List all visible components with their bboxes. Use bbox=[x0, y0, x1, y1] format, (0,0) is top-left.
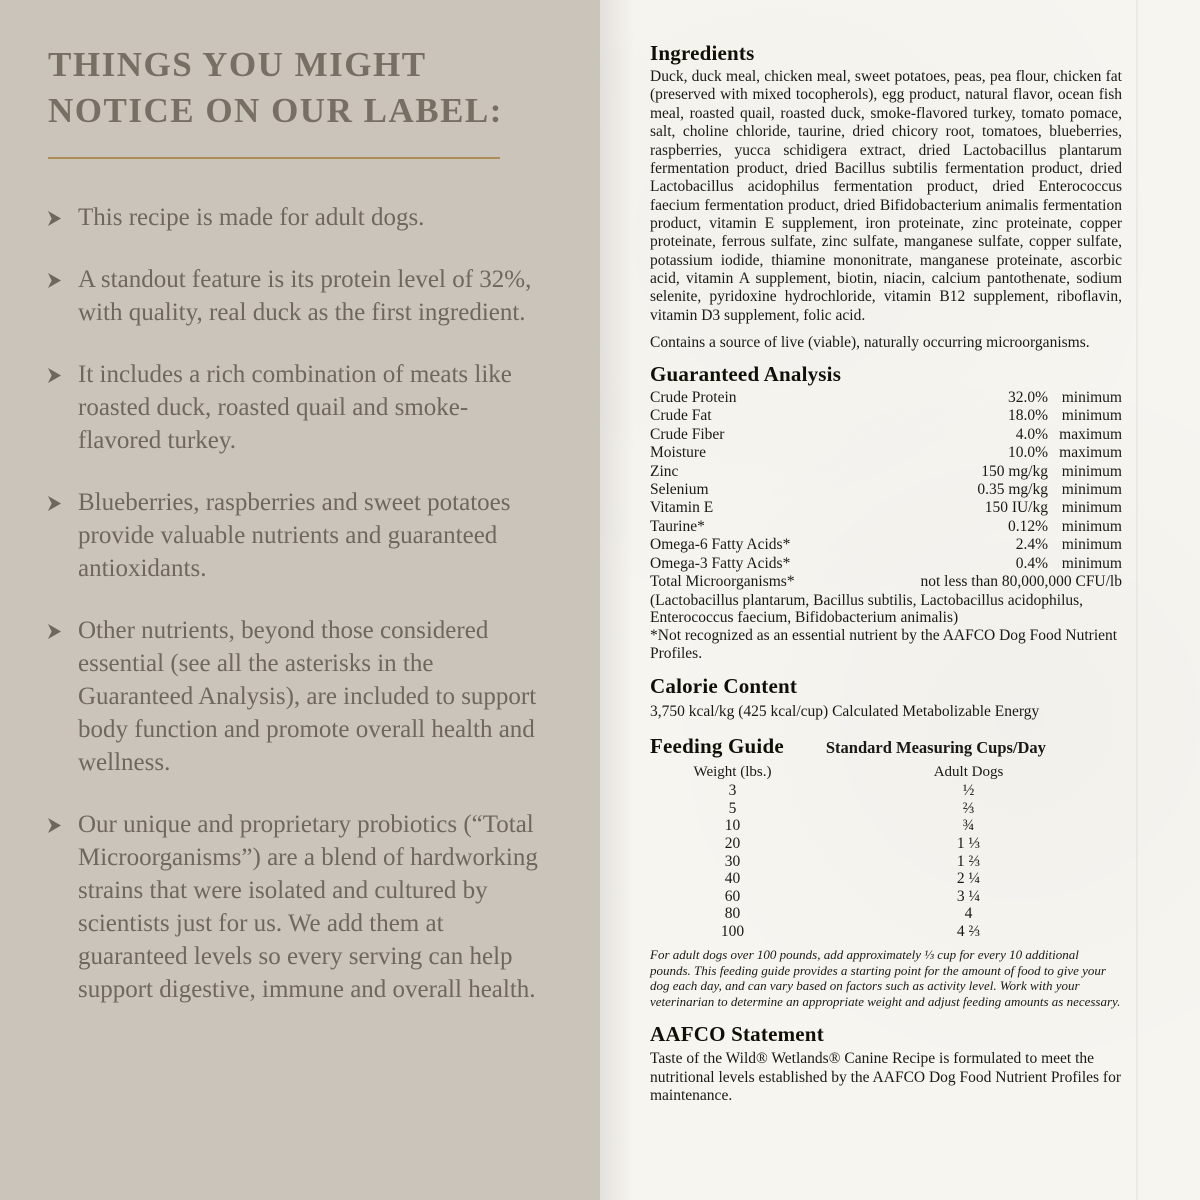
bullet-text: It includes a rich combination of meats like roasted duck, roasted quail and smoke-flavored turkey. bbox=[78, 361, 512, 454]
ga-nutrient: Taurine* bbox=[650, 517, 705, 535]
feeding-guide-heading: Feeding Guide bbox=[650, 734, 784, 759]
fg-cups: ⅔ bbox=[962, 799, 975, 817]
right-panel bbox=[600, 0, 1200, 1200]
table-row bbox=[650, 870, 1122, 888]
fg-cups: ¾ bbox=[962, 817, 975, 835]
ga-qualifier: minimum bbox=[1061, 462, 1122, 480]
table-row bbox=[650, 536, 1122, 554]
table-row bbox=[650, 923, 1122, 941]
ga-value: 150 mg/kg bbox=[981, 462, 1048, 480]
feeding-guide-footnote: For adult dogs over 100 pounds, add approximately ⅓ cup for every 10 additional pounds. This feeding guide provides a starting point for the amount of food to give your dog each day, and can vary based on factors such as activity level. Work with your veterinarian to determine an appropriate weight and adjust feeding amounts as necessary. bbox=[650, 946, 1121, 1010]
fg-weight: 80 bbox=[724, 905, 741, 923]
fg-col-header-cups: Adult Dogs bbox=[933, 764, 1004, 781]
fg-cups: 2 ¼ bbox=[956, 870, 981, 888]
arrow-bullet-icon bbox=[48, 368, 61, 383]
ga-value: 0.35 mg/kg bbox=[977, 481, 1048, 499]
ga-total-row bbox=[650, 573, 1122, 591]
table-row bbox=[650, 407, 1122, 425]
table-row bbox=[650, 905, 1122, 923]
ga-qualifier: minimum bbox=[1061, 536, 1122, 554]
ga-nutrient: Crude Fat bbox=[650, 407, 712, 425]
calorie-content-heading: Calorie Content bbox=[650, 673, 798, 698]
table-row bbox=[650, 888, 1122, 906]
fg-weight: 60 bbox=[724, 887, 741, 905]
ingredients-heading: Ingredients bbox=[650, 41, 755, 65]
calorie-content-text: 3,750 kcal/kg (425 kcal/cup) Calculated Metabolizable Energy bbox=[650, 702, 1040, 720]
fg-cups: ½ bbox=[962, 782, 975, 800]
fg-weight: 40 bbox=[724, 870, 741, 888]
ga-value: 0.4% bbox=[1015, 554, 1048, 572]
arrow-bullet-icon bbox=[48, 818, 61, 833]
ga-value: 4.0% bbox=[1015, 425, 1048, 443]
ga-qualifier: minimum bbox=[1061, 389, 1122, 407]
ga-qualifier: maximum bbox=[1059, 444, 1122, 462]
guaranteed-analysis-section bbox=[650, 363, 1122, 663]
feeding-guide-header-row bbox=[650, 735, 1122, 758]
table-row bbox=[650, 835, 1122, 853]
aafco-statement-text: Taste of the Wild® Wetlands® Canine Recipe is formulated to meet the nutritional levels established by the AAFCO Dog Food Nutrient Profiles for maintenance. bbox=[650, 1050, 1121, 1105]
bullet-text: This recipe is made for adult dogs. bbox=[78, 204, 425, 231]
table-row bbox=[650, 444, 1122, 462]
feeding-guide-subheading: Standard Measuring Cups/Day bbox=[825, 738, 1046, 758]
table-row bbox=[650, 800, 1122, 818]
page-title: THINGS YOU MIGHT NOTICE ON OUR LABEL: bbox=[48, 45, 503, 130]
ga-nutrient: Omega-6 Fatty Acids* bbox=[650, 536, 791, 554]
ga-value: 18.0% bbox=[1007, 407, 1048, 425]
ga-value: 0.12% bbox=[1007, 517, 1048, 535]
ga-value: 2.4% bbox=[1015, 536, 1048, 554]
fg-weight: 5 bbox=[728, 799, 737, 817]
bullet-item bbox=[48, 486, 548, 585]
table-row bbox=[650, 426, 1122, 444]
bullet-list bbox=[48, 201, 548, 1006]
bullet-text: Other nutrients, beyond those considered essential (see all the asterisks in the Guaranteed Analysis), are included to support body function and promote overall health and wellness. bbox=[78, 617, 537, 776]
guaranteed-analysis-heading: Guaranteed Analysis bbox=[650, 361, 842, 386]
bullet-text: Blueberries, raspberries and sweet potatoes provide valuable nutrients and guaranteed antioxidants. bbox=[78, 489, 511, 582]
arrow-bullet-icon bbox=[48, 496, 61, 511]
fg-col-header-weight: Weight (lbs.) bbox=[693, 764, 772, 781]
ga-nutrient: Vitamin E bbox=[650, 499, 714, 517]
table-row bbox=[650, 853, 1122, 871]
table-row bbox=[650, 463, 1122, 481]
table-row bbox=[650, 817, 1122, 835]
bullet-item bbox=[48, 614, 548, 779]
fg-weight: 20 bbox=[724, 835, 741, 853]
calorie-content-section bbox=[650, 675, 1122, 721]
ingredients-section bbox=[650, 42, 1122, 352]
table-row bbox=[650, 389, 1122, 407]
ga-strains-list: (Lactobacillus plantarum, Bacillus subtilis, Lactobacillus acidophilus, Enterococcus faecium, Bifidobacterium animalis) bbox=[650, 591, 1084, 627]
fg-weight: 3 bbox=[728, 782, 737, 800]
ga-nutrient: Total Microorganisms* bbox=[650, 573, 795, 591]
bullet-text: Our unique and proprietary probiotics (“Total Microorganisms”) are a blend of hardworking strains that were isolated and cultured by scientists just for us. We add them at guaranteed levels so every serving can help support digestive, immune and overall health. bbox=[78, 811, 538, 1003]
table-row bbox=[650, 782, 1122, 800]
fg-cups: 1 ⅔ bbox=[956, 852, 981, 870]
fg-weight: 10 bbox=[724, 817, 741, 835]
ga-value: 32.0% bbox=[1007, 389, 1048, 407]
fg-weight: 30 bbox=[724, 852, 741, 870]
ingredients-text: Duck, duck meal, chicken meal, sweet potatoes, peas, pea flour, chicken fat (preserved with mixed tocopherols), egg product, natural flavor, ocean fish meal, roasted quail, roasted duck, smoke-flavored turkey, tomato pomace, salt, choline chloride, taurine, dried chicory root, tomatoes, blueberries, raspberries, yucca schidigera extract, dried Lactobacillus plantarum fermentation product, dried Bacillus subtilis fermentation product, dried Lactobacillus acidophilus fermentation product, dried Enterococcus faecium fermentation product, dried Bifidobacterium animalis fermentation product, vitamin E supplement, iron proteinate, zinc proteinate, copper proteinate, ferrous sulfate, zinc sulfate, manganese sulfate, copper sulfate, potassium iodide, thiamine mononitrate, manganese proteinate, ascorbic acid, vitamin A supplement, biotin, niacin, calcium pantothenate, sodium selenite, pyridoxine hydrochloride, vitamin B12 supplement, riboflavin, vitamin D3 supplement, folic acid. bbox=[650, 68, 1122, 324]
aafco-statement-heading: AAFCO Statement bbox=[650, 1022, 824, 1047]
bullet-text: A standout feature is its protein level of 32%, with quality, real duck as the first ingredient. bbox=[78, 266, 532, 326]
ga-nutrient: Crude Protein bbox=[650, 389, 737, 407]
feeding-guide-table bbox=[650, 782, 1122, 940]
fg-weight: 100 bbox=[720, 923, 745, 941]
ga-qualifier: minimum bbox=[1061, 517, 1122, 535]
guaranteed-analysis-table bbox=[650, 389, 1122, 591]
bullet-item bbox=[48, 201, 548, 234]
arrow-bullet-icon bbox=[48, 211, 61, 226]
ga-qualifier: minimum bbox=[1061, 407, 1122, 425]
feeding-guide-section bbox=[650, 735, 1122, 1010]
bullet-item bbox=[48, 808, 548, 1006]
microorganisms-note: Contains a source of live (viable), naturally occurring microorganisms. bbox=[650, 334, 1090, 352]
ga-qualifier: maximum bbox=[1059, 425, 1122, 443]
bullet-item bbox=[48, 358, 548, 457]
bullet-item bbox=[48, 263, 548, 329]
feeding-guide-column-headers bbox=[650, 762, 1122, 782]
ga-footnote: *Not recognized as an essential nutrient by the AAFCO Dog Food Nutrient Profiles. bbox=[650, 627, 1118, 662]
fg-cups: 4 ⅔ bbox=[956, 923, 981, 941]
ga-nutrient: Crude Fiber bbox=[650, 425, 725, 443]
title-underline bbox=[48, 157, 500, 159]
aafco-statement-section bbox=[650, 1023, 1122, 1106]
ga-qualifier: minimum bbox=[1061, 554, 1122, 572]
table-row bbox=[650, 518, 1122, 536]
ga-qualifier: minimum bbox=[1061, 481, 1122, 499]
ga-qualifier: minimum bbox=[1061, 499, 1122, 517]
fg-cups: 1 ⅓ bbox=[956, 835, 981, 853]
ga-nutrient: Zinc bbox=[650, 462, 679, 480]
table-row bbox=[650, 555, 1122, 573]
fg-cups: 4 bbox=[964, 905, 973, 923]
arrow-bullet-icon bbox=[48, 273, 61, 288]
ga-value: 10.0% bbox=[1007, 444, 1048, 462]
ga-value: 150 IU/kg bbox=[984, 499, 1048, 517]
fg-cups: 3 ¼ bbox=[956, 887, 981, 905]
ga-nutrient: Moisture bbox=[650, 444, 706, 462]
arrow-bullet-icon bbox=[48, 624, 61, 639]
ga-nutrient: Selenium bbox=[650, 481, 709, 499]
table-row bbox=[650, 499, 1122, 517]
ga-nutrient: Omega-3 Fatty Acids* bbox=[650, 554, 791, 572]
table-row bbox=[650, 481, 1122, 499]
ga-total-value: not less than 80,000,000 CFU/lb bbox=[920, 573, 1122, 591]
